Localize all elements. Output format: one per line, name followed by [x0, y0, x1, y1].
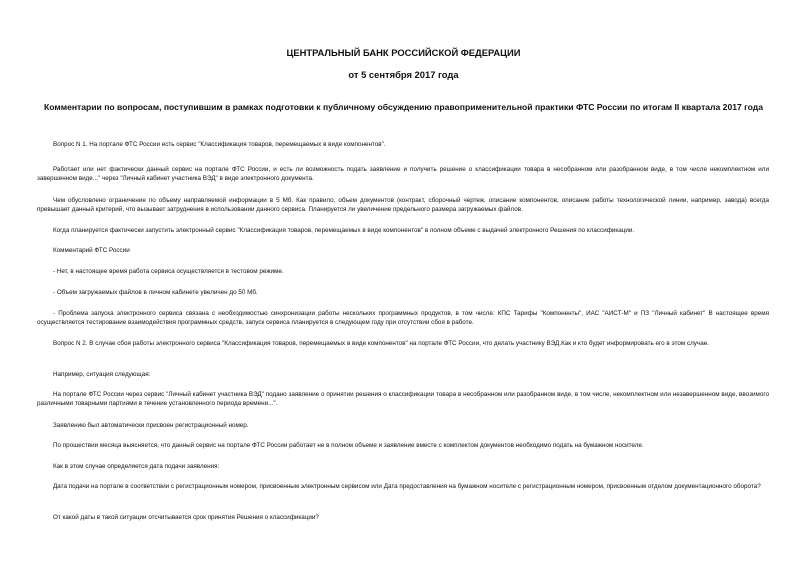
question-1-limit: Чем обусловлено ограничение по объему направляемой информации в 5 Мб. Как правило, объем документов (контракт, сборочный чертеж, описание компонентов, описание работы технологической линии, например, завода) всегда превышает данный критерий, что вызывает затруднения в использовании данного сервиса. Планируется ли увеличение предельного размера загружаемых файлов. — [37, 197, 769, 214]
answer-2: - Объем загружаемых файлов в личном кабинете увеличен до 50 Мб. — [53, 289, 258, 296]
question-1-detail: Работает или нет фактически данный сервис на портале ФТС России, и есть ли возможность подать заявление и получить решение о классификации товара в несобранном или разобранном виде, в том числе некомплектном или завершенном виде..." через "Личный кабинет участника ВЭД" в виде электронного документа. — [37, 166, 769, 183]
registration-note: Заявлению был автоматически присвоен регистрационный номер. — [53, 422, 249, 429]
example-application: На портале ФТС России через сервис "Личный кабинет участника ВЭД" подано заявление о принятии решения о классификации товара в несобранном или разобранном виде, в том числе, некомплектном или незавершенном виде, ввозимого различными товарными партиями в течение установленного периода времени...". — [37, 391, 769, 408]
fts-comment-heading: Комментарий ФТС России — [53, 247, 130, 254]
date-question: Как в этом случае определяется дата подачи заявления: — [53, 463, 220, 470]
document-date: от 5 сентября 2017 года — [348, 69, 459, 80]
example-intro: Например, ситуация следующая: — [53, 371, 151, 378]
question-2: Вопрос N 2. В случае сбоя работы электронного сервиса "Классификация товаров, перемещаемых в виде компонентов" на портале ФТС России, что делать участнику ВЭД.Как и кто будет информировать его в этом случае. — [53, 340, 709, 347]
month-later-note: По прошествии месяца выясняется, что данный сервис на портале ФТС России работает не в полном объеме и заявление вместе с комплектом документов необходимо подать на бумажном носителе. — [53, 442, 644, 449]
date-options: Дата подачи на портале в соответствии с регистрационным номером, присвоенным электронным сервисом или Дата предоставления на бумажном носителе с регистрационным номером, присвоенным отделом документационного оборота? — [53, 483, 761, 490]
organization-title: ЦЕНТРАЛЬНЫЙ БАНК РОССИЙСКОЙ ФЕДЕРАЦИИ — [286, 47, 521, 58]
document-subject: Комментарии по вопросам, поступившим в рамках подготовки к публичному обсуждению правоприменительной практики ФТС России по итогам II квартала 2017 года — [43, 102, 764, 112]
answer-1: - Нет, в настоящее время работа сервиса осуществляется в тестовом режиме. — [53, 268, 284, 275]
question-1-launch: Когда планируется фактически запустить электронный сервис "Классификация товаров, перемещаемых в виде компонентов" в полном объеме с выдачей электронного Решения по классификации. — [53, 227, 635, 234]
answer-3: - Проблема запуска электронного сервиса связана с необходимостью синхронизации работы нескольких программных продуктов, в том числе: КПС Тарифы "Компоненты", ИАС "АИСТ-М" и ПЗ "Личный кабинет" В настоящее время осуществляется тестирование взаимодействия программных средств, запуск сервиса планируется в следующем году при отсутствии сбоя в работе. — [37, 310, 769, 327]
question-1: Вопрос N 1. На портале ФТС России есть сервис "Классификация товаров, перемещаемых в виде компонентов". — [53, 141, 386, 148]
deadline-question: От какой даты в такой ситуации отсчитывается срок принятия Решения о классификации? — [53, 514, 319, 521]
